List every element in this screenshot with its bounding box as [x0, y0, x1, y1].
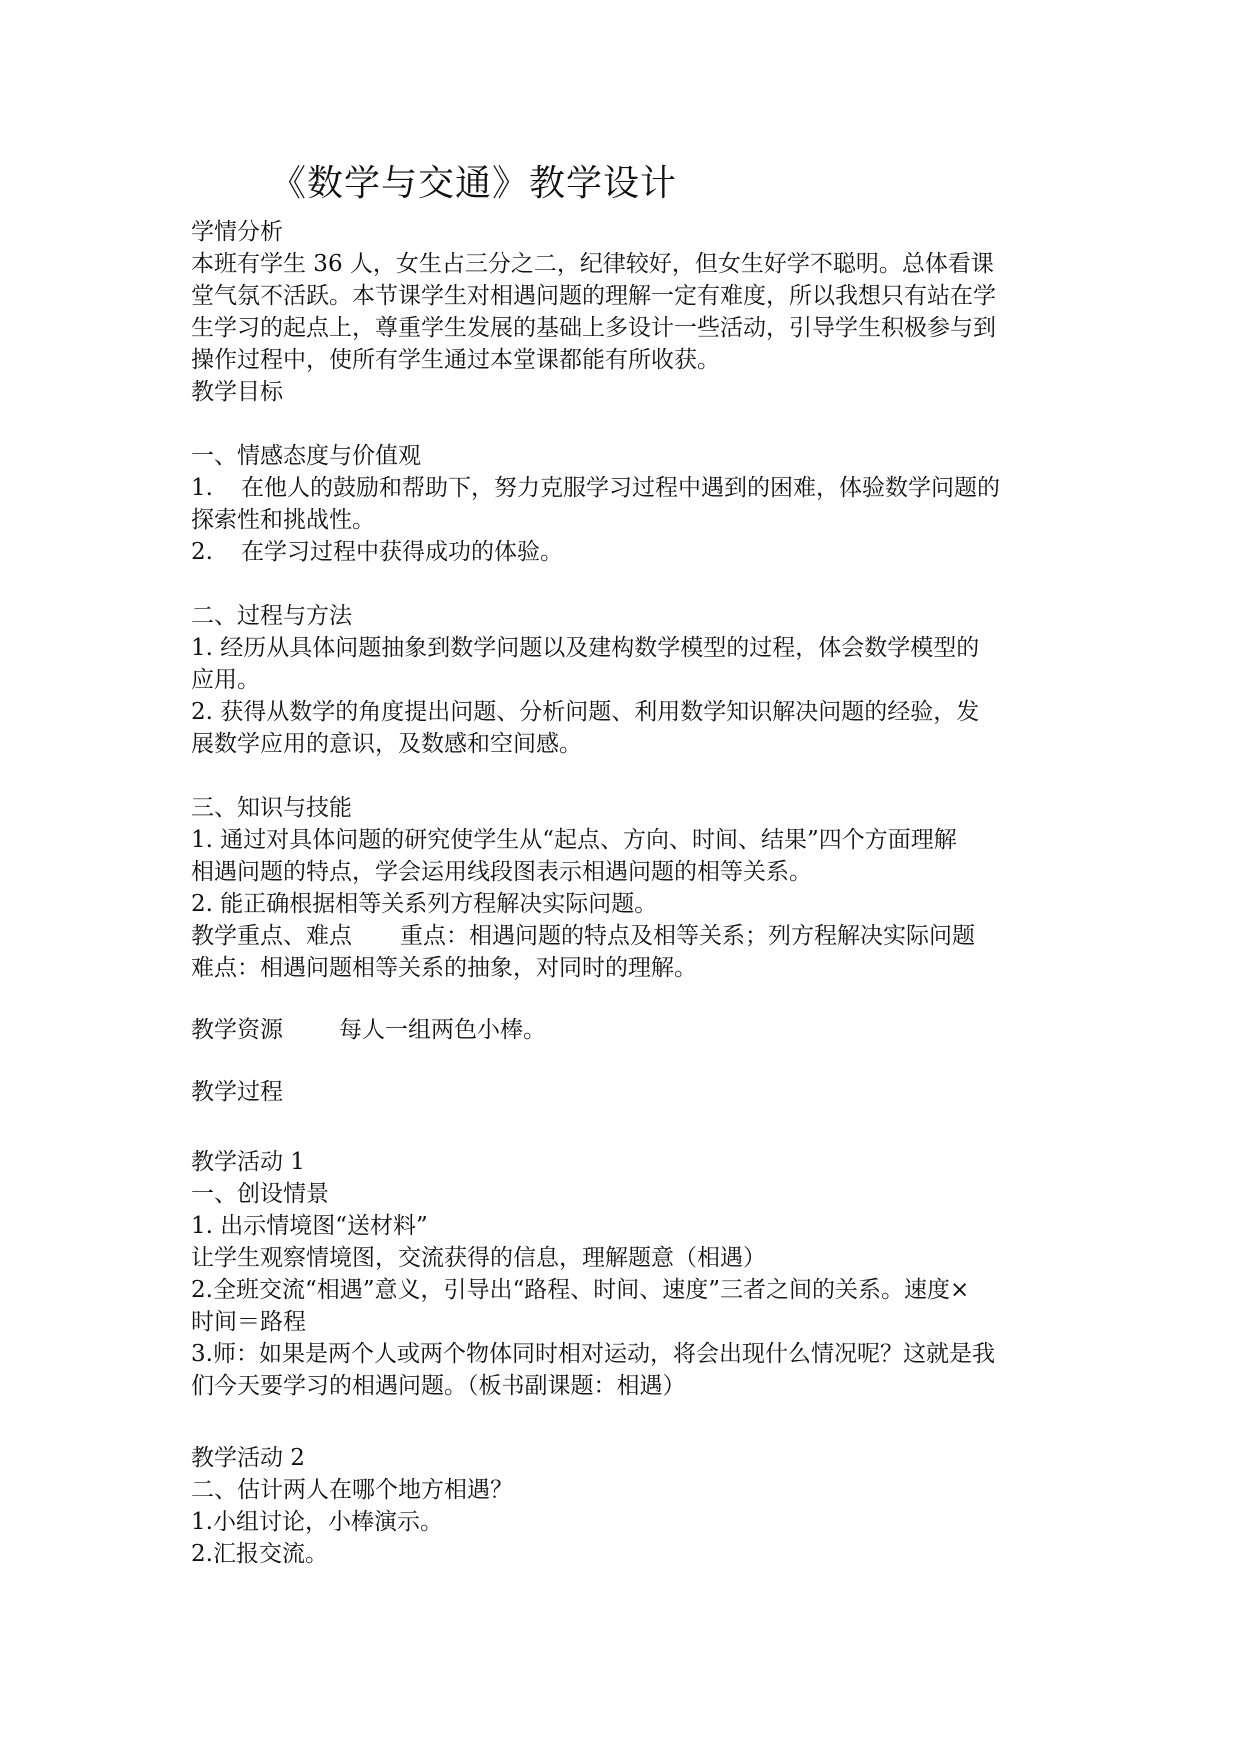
blank-line [191, 568, 1061, 600]
activity-line: 3.师：如果是两个人或两个物体同时相对运动，将会出现什么情况呢？这就是我 [191, 1341, 995, 1367]
paragraph-line: 操作过程中，使所有学生通过本堂课都能有所收获。 [191, 347, 720, 373]
spacer [191, 1138, 1061, 1146]
list-item [191, 472, 1061, 504]
list-item [191, 536, 1061, 568]
list-item-continuation: 相遇问题的特点，学会运用线段图表示相遇问题的相等关系。 [191, 859, 812, 885]
list-item: 1. 通过对具体问题的研究使学生从“起点、方向、时间、结果”四个方面理解 [191, 827, 957, 853]
list-text: 在学习过程中获得成功的体验。 [240, 539, 563, 565]
spacer [191, 1108, 1061, 1138]
section-heading-objectives: 教学目标 [191, 379, 283, 405]
blank-line [191, 1402, 1061, 1434]
section-heading-student-analysis: 学情分析 [191, 219, 283, 245]
list-text: 在他人的鼓励和帮助下，努力克服学习过程中遇到的困难，体验数学问题的 [240, 475, 1000, 501]
key-points-difficulty: 难点：相遇问题相等关系的抽象，对同时的理解。 [191, 955, 697, 981]
resources-row [191, 1014, 1061, 1046]
spacer [191, 984, 1061, 1014]
paragraph-line: 本班有学生 36 人，女生占三分之二，纪律较好，但女生好学不聪明。总体看课 [191, 251, 994, 277]
blank-line [191, 408, 1061, 440]
document-body [191, 216, 1061, 1570]
activity-line: 让学生观察情境图，交流获得的信息，理解题意（相遇） [191, 1245, 766, 1271]
spacer [191, 1434, 1061, 1442]
list-item-continuation: 探索性和挑战性。 [191, 507, 375, 533]
activity-subheading: 二、估计两人在哪个地方相遇？ [191, 1477, 513, 1503]
activity-subheading: 一、创设情景 [191, 1181, 329, 1207]
list-item-continuation: 应用。 [191, 667, 260, 693]
activity-heading: 教学活动 2 [191, 1445, 305, 1471]
list-item: 2. 获得从数学的角度提出问题、分析问题、利用数学知识解决问题的经验，发 [191, 699, 980, 725]
resources-label: 教学资源 [191, 1017, 283, 1043]
section-heading-process: 教学过程 [191, 1079, 283, 1105]
activity-line: 们今天要学习的相遇问题。（板书副课题：相遇） [191, 1373, 686, 1399]
activity-line: 2.汇报交流。 [191, 1541, 328, 1567]
activity-line: 1.小组讨论，小棒演示。 [191, 1509, 443, 1535]
list-number: 2. [191, 539, 213, 565]
activity-line: 2.全班交流“相遇”意义，引导出“路程、时间、速度”三者之间的关系。速度× [191, 1277, 970, 1303]
list-item: 2. 能正确根据相等关系列方程解决实际问题。 [191, 891, 658, 917]
resources-value: 每人一组两色小棒。 [339, 1017, 546, 1043]
subsection-heading-process: 二、过程与方法 [191, 603, 352, 629]
activity-line: 时间＝路程 [191, 1309, 306, 1335]
list-number: 1. [191, 475, 213, 501]
list-item: 1. 经历从具体问题抽象到数学问题以及建构数学模型的过程，体会数学模型的 [191, 635, 980, 661]
spacer [191, 1046, 1061, 1076]
document-title: 《数学与交通》教学设计 [270, 163, 678, 204]
paragraph-line: 堂气氛不活跃。本节课学生对相遇问题的理解一定有难度，所以我想只有站在学 [191, 283, 996, 309]
list-item-continuation: 展数学应用的意识，及数感和空间感。 [191, 731, 582, 757]
key-points-focus: 重点：相遇问题的特点及相等关系；列方程解决实际问题 [400, 923, 975, 949]
subsection-heading-emotion: 一、情感态度与价值观 [191, 443, 421, 469]
activity-line: 1. 出示情境图“送材料” [191, 1213, 428, 1239]
activity-heading: 教学活动 1 [191, 1149, 305, 1175]
key-points-row [191, 920, 1061, 952]
paragraph-line: 生学习的起点上，尊重学生发展的基础上多设计一些活动，引导学生积极参与到 [191, 315, 996, 341]
blank-line [191, 760, 1061, 792]
key-points-label: 教学重点、难点 [191, 923, 352, 949]
subsection-heading-knowledge: 三、知识与技能 [191, 795, 352, 821]
